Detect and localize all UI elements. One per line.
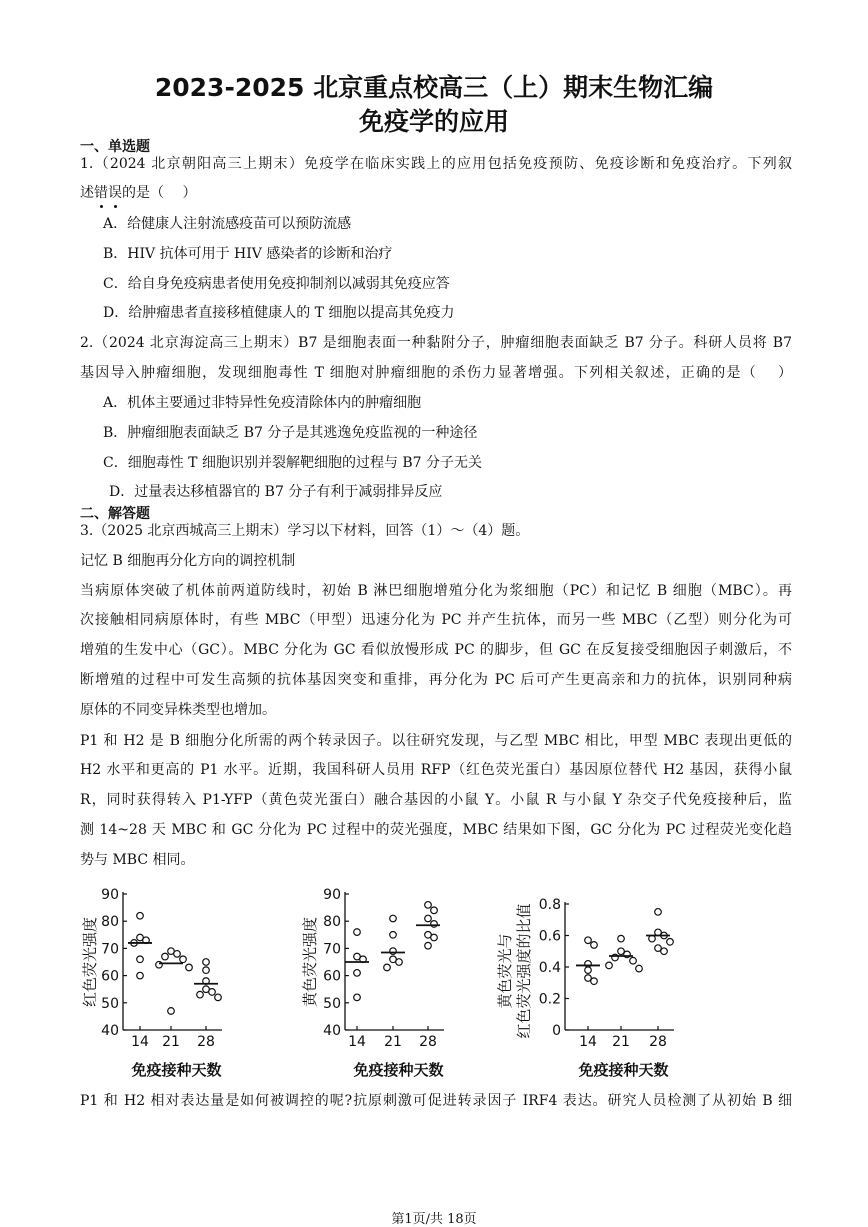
page-number: 第1页/共 18页	[391, 1212, 477, 1227]
q1-option-c: C．给自身免疫病患者使用免疫抑制剂以减弱其免疫应答	[103, 276, 450, 292]
data-point	[174, 951, 181, 958]
section-heading-single-choice: 一、单选题	[80, 139, 150, 155]
y-axis-title: 黄色荧光强度	[301, 916, 319, 1008]
x-tick-label: 28	[419, 1034, 437, 1050]
material-para1-line: 次接触相同病原体时，有些 MBC（甲型）迅速分化为 PC 并产生抗体，而另一些 MBC（乙型）则分化为可	[80, 612, 792, 628]
data-point	[137, 912, 144, 919]
data-point	[203, 967, 210, 974]
chart-svg	[78, 880, 248, 1080]
q2-stem-line-2: 基因导入肿瘤细胞，发现细胞毒性 T 细胞对肿瘤细胞的杀伤力显著增强。下列相关叙述，正确的是（ ）	[80, 365, 792, 381]
x-tick-label: 21	[612, 1034, 630, 1050]
x-axis-title: 免疫接种天数	[578, 1061, 669, 1079]
x-tick-label: 28	[197, 1034, 215, 1050]
y-axis-title: 红色荧光强度	[81, 916, 99, 1008]
y-tick-label: 60	[323, 968, 341, 985]
data-point	[390, 915, 397, 922]
data-point	[186, 964, 193, 971]
material-title: 记忆 B 细胞再分化方向的调控机制	[80, 553, 296, 569]
y-tick-label: 50	[323, 995, 341, 1012]
data-point	[384, 964, 391, 971]
chart-svg	[493, 880, 693, 1080]
data-point	[630, 957, 637, 964]
material-para2-line: P1 和 H2 是 B 细胞分化所需的两个转录因子。以往研究发现，与乙型 MBC 相比，甲型 MBC 表现出更低的	[80, 733, 792, 749]
emphasis-dot-char: 误	[108, 185, 122, 201]
y-axis-title: 黄色荧光与	[496, 933, 514, 1009]
y-tick-label: 80	[101, 914, 119, 931]
data-point	[209, 989, 216, 996]
q1-option-a: A．给健康人注射流感疫苗可以预防流感	[103, 216, 352, 232]
data-point	[661, 948, 668, 955]
data-point	[197, 991, 204, 998]
y-tick-label: 40	[323, 1023, 341, 1039]
y-tick-label: 50	[101, 995, 119, 1012]
x-tick-label: 28	[649, 1034, 667, 1050]
y-tick-label: 0.2	[538, 991, 561, 1008]
data-point	[425, 942, 432, 949]
data-point	[390, 932, 397, 939]
q2-option-c: C．细胞毒性 T 细胞识别并裂解靶细胞的过程与 B7 分子无关	[103, 455, 483, 471]
q1-stem-text: 述	[80, 185, 94, 201]
data-point	[431, 934, 438, 941]
data-point	[156, 961, 163, 968]
data-point	[137, 956, 144, 963]
q1-stem-line-2	[80, 183, 792, 203]
q2-option-b: B．肿瘤细胞表面缺乏 B7 分子是其逃逸免疫监视的一种途径	[103, 425, 478, 441]
y-tick-label: 90	[323, 887, 341, 903]
data-point	[162, 953, 169, 960]
chart-red-fluorescence	[78, 880, 248, 1080]
emphasis-dot-char: 错	[94, 185, 108, 201]
q1-option-d: D．给肿瘤患者直接移植健康人的 T 细胞以提高其免疫力	[103, 305, 455, 321]
material-para2-line: 势与 MBC 相同。	[80, 852, 195, 868]
data-point	[425, 902, 432, 909]
material-para1-line: 当病原体突破了机体前两道防线时，初始 B 淋巴细胞增殖分化为浆细胞（PC）和记忆 B 细胞（MBC）。再	[80, 583, 792, 599]
data-point	[585, 937, 592, 944]
material-para1-line: 增殖的生发中心（GC）。MBC 分化为 GC 看似放慢形成 PC 的脚步，但 GC 在反复接受细胞因子刺激后，不	[80, 642, 792, 658]
y-axis-title: 红色荧光强度的比值	[515, 903, 533, 1039]
data-point	[591, 978, 598, 985]
data-point	[215, 994, 222, 1001]
data-point	[168, 1008, 175, 1015]
y-tick-label: 40	[101, 1023, 119, 1039]
y-tick-label: 70	[101, 941, 119, 958]
x-tick-label: 21	[162, 1034, 180, 1050]
x-tick-label: 21	[384, 1034, 402, 1050]
data-point	[203, 959, 210, 966]
material-para2-line: H2 水平和更高的 P1 水平。近期，我国科研人员用 RFP（红色荧光蛋白）基因原位替代 H2 基因，获得小鼠	[80, 762, 792, 778]
data-point	[655, 909, 662, 916]
x-tick-label: 14	[348, 1034, 366, 1050]
data-point	[591, 942, 598, 949]
q1-option-b: B．HIV 抗体可用于 HIV 感染者的诊断和治疗	[103, 246, 393, 262]
y-tick-label: 60	[101, 968, 119, 985]
y-tick-label: 0	[552, 1023, 561, 1039]
section-heading-answer: 二、解答题	[80, 506, 150, 522]
chart-yellow-fluorescence	[300, 880, 470, 1080]
chart-fluorescence-ratio	[493, 880, 693, 1080]
chart-svg	[300, 880, 470, 1080]
q2-option-a: A．机体主要通过非特异性免疫清除体内的肿瘤细胞	[103, 395, 422, 411]
data-point	[618, 935, 625, 942]
y-tick-label: 70	[323, 941, 341, 958]
data-point	[180, 956, 187, 963]
material-para3-line: P1 和 H2 相对表达量是如何被调控的呢?抗原刺激可促进转录因子 IRF4 表达。研究人员检测了从初始 B 细	[80, 1093, 792, 1109]
x-tick-label: 14	[579, 1034, 597, 1050]
material-para2-line: R，同时获得转入 P1-YFP（黄色荧光蛋白）融合基因的小鼠 Y。小鼠 R 与小鼠 Y 杂交子代免疫接种后，监	[80, 792, 792, 808]
material-para1-line: 断增殖的过程中可发生高频的抗体基因突变和重排，再分化为 PC 后可产生更高亲和力的抗体，识别同种病	[80, 672, 792, 688]
data-point	[585, 967, 592, 974]
data-point	[431, 907, 438, 914]
data-point	[390, 948, 397, 955]
data-point	[354, 994, 361, 1001]
data-point	[425, 915, 432, 922]
material-para2-line: 测 14~28 天 MBC 和 GC 分化为 PC 过程中的荧光强度，MBC 结果如下图，GC 分化为 PC 过程荧光变化趋	[80, 822, 792, 838]
data-point	[606, 962, 613, 969]
q2-stem-line-1: 2.（2024 北京海淀高三上期末）B7 是细胞表面一种黏附分子，肿瘤细胞表面缺乏 B7 分子。科研人员将 B7	[80, 335, 792, 351]
x-tick-label: 14	[131, 1034, 149, 1050]
x-axis-title: 免疫接种天数	[353, 1061, 444, 1079]
data-point	[354, 970, 361, 977]
q1-stem-text: 的是（ ）	[122, 185, 197, 201]
page-title: 2023-2025 北京重点校高三（上）期末生物汇编	[154, 73, 714, 102]
data-point	[431, 921, 438, 928]
y-tick-label: 0.4	[538, 960, 561, 976]
data-point	[636, 965, 643, 972]
data-point	[396, 959, 403, 966]
data-point	[137, 972, 144, 979]
data-point	[354, 929, 361, 936]
q2-option-d: D．过量表达移植器官的 B7 分子有利于减弱排异反应	[109, 484, 443, 500]
material-para1-line: 原体的不同变异株类型也增加。	[80, 702, 276, 718]
y-tick-label: 80	[323, 914, 341, 931]
q1-stem-line-1: 1.（2024 北京朝阳高三上期末）免疫学在临床实践上的应用包括免疫预防、免疫诊断和免疫治疗。下列叙	[80, 156, 792, 172]
y-tick-label: 90	[101, 887, 119, 903]
page-subtitle: 免疫学的应用	[358, 107, 509, 136]
q3-intro: 3.（2025 北京西城高三上期末）学习以下材料，回答（1）～（4）题。	[80, 523, 530, 539]
data-point	[667, 939, 674, 946]
y-tick-label: 0.8	[538, 897, 561, 913]
y-tick-label: 0.6	[538, 928, 561, 945]
x-axis-title: 免疫接种天数	[131, 1061, 222, 1079]
